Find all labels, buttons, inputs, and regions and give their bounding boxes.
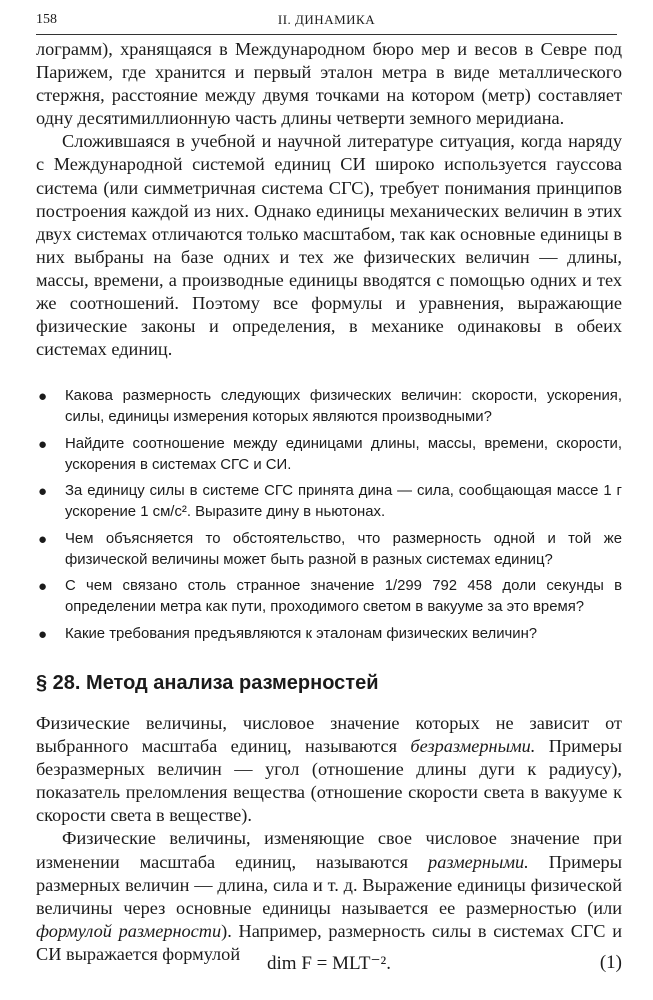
term-dimension-formula: формулой размерности: [36, 920, 222, 941]
bullet-icon: ●: [38, 578, 48, 596]
question-item: ● Какие требования предъявляются к эталонам физических величин?: [38, 625, 538, 643]
bullet-icon: ●: [38, 625, 48, 643]
bullet-icon: ●: [38, 435, 48, 453]
page-number: 158: [36, 12, 57, 27]
equation-number: (1): [599, 952, 622, 973]
question-item: ● Какова размерность следующих физических величин: скорости, ускорения, силы, единицы измерения которых являются производными?: [38, 388, 622, 425]
term-dimensionless: безразмерными.: [410, 736, 536, 757]
header-rule: [36, 34, 617, 35]
paragraph-si-cgs: Сложившаяся в учебной и научной литературе ситуация, когда наряду с Международной системой единиц СИ широко используется гауссова система (или симметричная система СГС), требует понимания принципов построения каждой из них. Однако единицы механических величин в этих двух системах отличаются только масштабом, так как основные единицы в них выбраны на базе одних и тех же физических величин — длины, массы, времени, а производные единицы вводятся с помощью одних и тех же соотношений. Поэтому все формулы и уравнения, выражающие физические законы и определения, в механике одинаковы в обеих системах единиц.: [36, 131, 622, 360]
question-item: ● Чем объясняется то обстоятельство, что размерность одной и той же физической величины может быть разной в разных системах единиц?: [38, 530, 622, 568]
bullet-icon: ●: [38, 388, 48, 405]
section-heading: § 28. Метод анализа размерностей: [36, 672, 379, 694]
paragraph-continuation: лограмм), хранящаяся в Международном бюро мер и весов в Севре под Парижем, где хранится и первый эталон метра в виде металлического стержня, расстояние между двумя точками на котором (метр) составляет одну десятимиллионную часть длины четверти земного меридиана.: [36, 39, 622, 129]
top-text-block: [36, 38, 622, 361]
paragraph-dimensional: Физические величины, изменяющие свое числовое значение при изменении масштаба единиц, называются размерными. Примеры размерных величин — длина, сила и т. д. Выражение единицы физической величины через основные единицы называется ее размерностью (или формулой размерности). Например, размерность силы в системах СГС и СИ выражается формулой: [36, 828, 622, 964]
question-item: ● С чем связано столь странное значение 1/299 792 458 доли секунды в определении метра как пути, проходимого светом в вакууме за это время?: [38, 578, 622, 616]
bullet-icon: ●: [38, 483, 48, 501]
paragraph-dimensionless: Физические величины, числовое значение которых не зависит от выбранного масштаба единиц, называются безразмерными. Примеры безразмерных величин — угол (отношение длины дуги к радиусу), показатель преломления вещества (отношение скорости света в вакууме к скорости света в веществе).: [36, 713, 622, 826]
bullet-icon: ●: [38, 530, 48, 548]
question-item: ● За единицу силы в системе СГС принята дина — сила, сообщающая массе 1 г ускорение 1 см/с². Выразите дину в ньютонах.: [38, 483, 622, 521]
section-text-block: [36, 712, 622, 966]
running-header: [36, 10, 617, 34]
equation-formula: dim F = MLT⁻².: [267, 953, 391, 974]
equation-line: [36, 952, 622, 978]
term-dimensional: размерными.: [428, 851, 529, 872]
review-questions: [36, 386, 622, 651]
chapter-title: II. ДИНАМИКА: [277, 12, 376, 27]
question-item: ● Найдите соотношение между единицами длины, массы, времени, скорости, ускорения в системах СГС и СИ.: [38, 435, 622, 473]
